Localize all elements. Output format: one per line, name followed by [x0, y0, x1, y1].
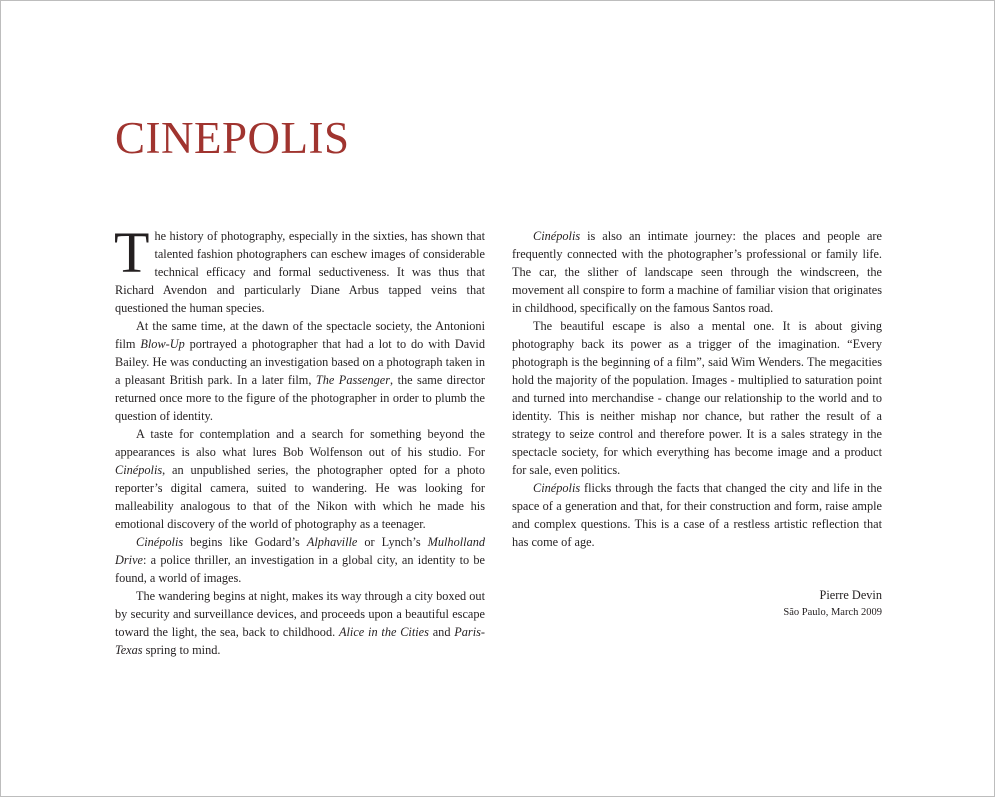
paragraph-text: he history of photography, especially in the sixties, has shown that talented fashion photographers can eschew images of considerable technical efficacy and formal seductiveness. It was thus that Richard Avendon and particularly Diane Arbus tapped veins that questioned the human species.: [115, 229, 485, 315]
paragraph-8: [512, 479, 882, 551]
paragraph-7: [512, 317, 882, 479]
author-name: Pierre Devin: [819, 588, 882, 602]
page-title: CINEPOLIS: [115, 113, 350, 163]
paragraph-text: is also an intimate journey: the places and people are frequently connected with the photographer’s professional or family life. The car, the slither of landscape seen through the windscreen, the movement all conspire to form a machine of familiar vision that originates in childhood, specifically on the famous Santos road.: [512, 229, 882, 315]
series-title: Cinépolis: [115, 463, 163, 477]
paragraph-text: The wandering begins at night, makes its way through a city boxed out by security and surveillance devices, and proceeds upon a beautiful escape toward the light, the sea, back to childhood.: [115, 589, 485, 639]
paragraph-text: A taste for contemplation and a search for something beyond the appearances is also what lures Bob Wolfenson out of his studio. For: [115, 427, 485, 459]
film-title: Paris-Texas: [115, 625, 486, 657]
paragraph-text: flicks through the facts that changed the city and life in the space of a generation and that, for their construction and form, raise ample and complex questions. This is a case of a restless artistic reflection that has come of age.: [512, 481, 882, 549]
paragraph-text: The beautiful escape is also a mental one. It is about giving photography back its power as a trigger of the imagination. “Every photograph is the beginning of a film”, said Wim Wenders. The megacities hold the majority of the population. Images - multiplied to saturation point and turned into merchandise - change our relationship to the world and to identity. This is neither mishap nor chance, but rather the result of a strategy to seize control and therefore power. It is a sales strategy in the spectacle society, for which everything has become image and a product for sale, even politics.: [512, 319, 882, 477]
paragraph-text: or Lynch’s: [357, 535, 428, 549]
left-column: [114, 220, 486, 659]
paragraph-2: [115, 317, 485, 425]
series-title: Cinépolis: [136, 535, 184, 549]
paragraph-1: [114, 220, 485, 317]
paragraph-text: , an unpublished series, the photographer opted for a photo reporter’s digital camera, suited to wandering. He was looking for malleability analogous to that of the Nikon with which he made his emotional discovery of the world of photography as a teenager.: [115, 463, 485, 531]
paragraph-text: , the same director returned once more to the figure of the photographer in order to plumb the question of identity.: [115, 373, 486, 423]
series-title: Cinépolis: [533, 481, 581, 495]
paragraph-text: portrayed a photographer that had a lot to do with David Bailey. He was conducting an investigation based on a photograph taken in a pleasant British park. In a later film,: [115, 337, 485, 387]
film-title: Mulholland Drive: [115, 535, 486, 567]
series-title: Cinépolis: [533, 229, 581, 243]
drop-cap: T: [114, 220, 150, 285]
paragraph-text: At the same time, at the dawn of the spectacle society, the Antonioni film: [115, 319, 485, 351]
paragraph-4: [115, 533, 485, 587]
film-title: The Passenger: [315, 373, 391, 387]
paragraph-6: [512, 227, 882, 317]
place-date: São Paulo, March 2009: [783, 607, 882, 618]
paragraph-3: [115, 425, 485, 533]
paragraph-text: begins like Godard’s: [183, 535, 307, 549]
paragraph-text: and: [428, 625, 455, 639]
film-title: Blow-Up: [140, 337, 185, 351]
right-column: [512, 227, 882, 551]
film-title: Alphaville: [306, 535, 358, 549]
signature-block: [512, 586, 882, 621]
film-title: Alice in the Cities: [338, 625, 429, 639]
paragraph-5: [115, 587, 485, 659]
paragraph-text: : a police thriller, an investigation in a global city, an identity to be found, a world of images.: [115, 553, 485, 585]
paragraph-text: spring to mind.: [142, 643, 221, 657]
